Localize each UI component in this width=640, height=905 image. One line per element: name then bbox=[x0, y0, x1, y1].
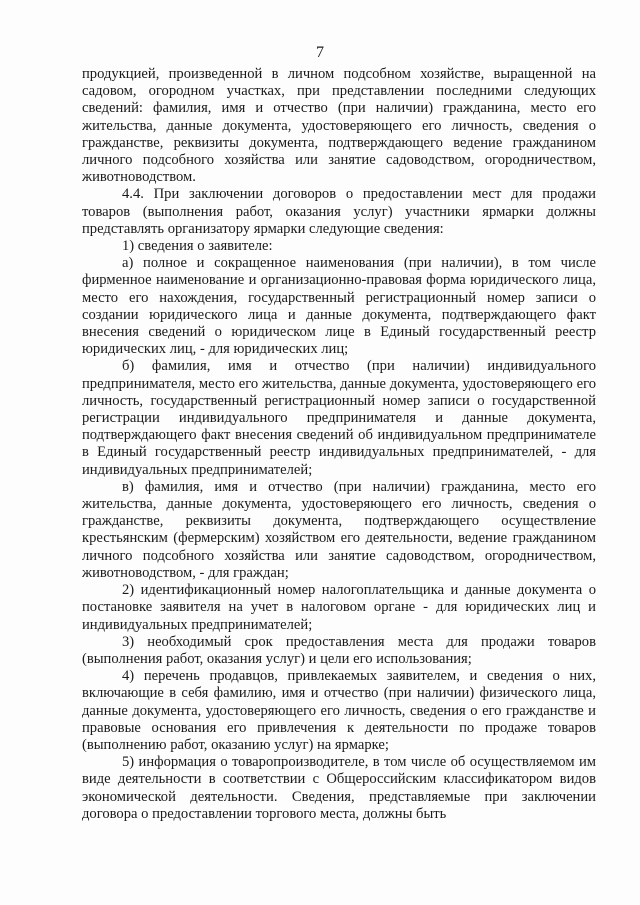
document-body bbox=[82, 66, 596, 823]
paragraph-4-4: 4.4. При заключении договоров о предоставлении мест для продажи товаров (выполнения работ, оказания услуг) участники ярмарки должны представлять организатору ярмарки следующие сведения: bbox=[82, 186, 596, 237]
paragraph-item-1: 1) сведения о заявителе: bbox=[122, 238, 273, 255]
paragraph-subitem-b: б) фамилия, имя и отчество (при наличии) индивидуального предпринимателя, место его жительства, данные документа, удостоверяющего его личность, государственный регистрационный номер записи о государственной регистрации индивидуального предпринимателя и данные документа, подтверждающего факт внесения сведений об индивидуальном предпринимателе в Единый государственный реестр индивидуальных предпринимателей, - для индивидуальных предпринимателей; bbox=[82, 358, 596, 478]
paragraph-subitem-v: в) фамилия, имя и отчество (при наличии) гражданина, место его жительства, данные документа, удостоверяющего его личность, сведения о гражданстве, реквизиты документа, подтверждающего осуществление крестьянским (фермерским) хозяйством его деятельности, ведение гражданином личного подсобного хозяйства или занятие садоводством, огородничеством, животноводством, - для граждан; bbox=[82, 478, 596, 581]
paragraph-item-5: 5) информация о товаропроизводителе, в том числе об осуществляемом им виде деятельности в соответствии с Общероссийским классификатором видов экономической деятельности. Сведения, представляемые при заключении договора о предоставлении торгового места, должны быть bbox=[82, 754, 596, 822]
paragraph-item-2: 2) идентификационный номер налогоплательщика и данные документа о постановке заявителя на учет в налоговом органе - для юридических лиц и индивидуальных предпринимателей; bbox=[82, 582, 596, 633]
paragraph-continuation: продукцией, произведенной в личном подсобном хозяйстве, выращенной на садовом, огородном участках, при представлении последними следующих сведений: фамилия, имя и отчество (при наличии) гражданина, место его жительства, данные документа, удостоверяющего его личность, сведения о гражданстве, реквизиты документа, подтверждающего ведение гражданином личного подсобного хозяйства или занятие садоводством, огородничеством, животноводством. bbox=[82, 66, 596, 186]
page-number: 7 bbox=[316, 44, 324, 61]
paragraph-subitem-a: а) полное и сокращенное наименования (при наличии), в том числе фирменное наименование и организационно-правовая форма юридического лица, место его нахождения, государственный регистрационный номер записи о создании юридического лица и данные документа, подтверждающего факт внесения сведений о юридическом лице в Единый государственный реестр юридических лиц, - для юридических лиц; bbox=[82, 255, 596, 358]
paragraph-item-3: 3) необходимый срок предоставления места для продажи товаров (выполнения работ, оказания услуг) и цели его использования; bbox=[82, 633, 596, 667]
paragraph-item-4: 4) перечень продавцов, привлекаемых заявителем, и сведения о них, включающие в себя фамилию, имя и отчество (при наличии) физического лица, данные документа, удостоверяющего его личность, сведения о его гражданстве и правовые основания его привлечения к деятельности по продаже товаров (выполнению работ, оказанию услуг) на ярмарке; bbox=[82, 668, 596, 753]
